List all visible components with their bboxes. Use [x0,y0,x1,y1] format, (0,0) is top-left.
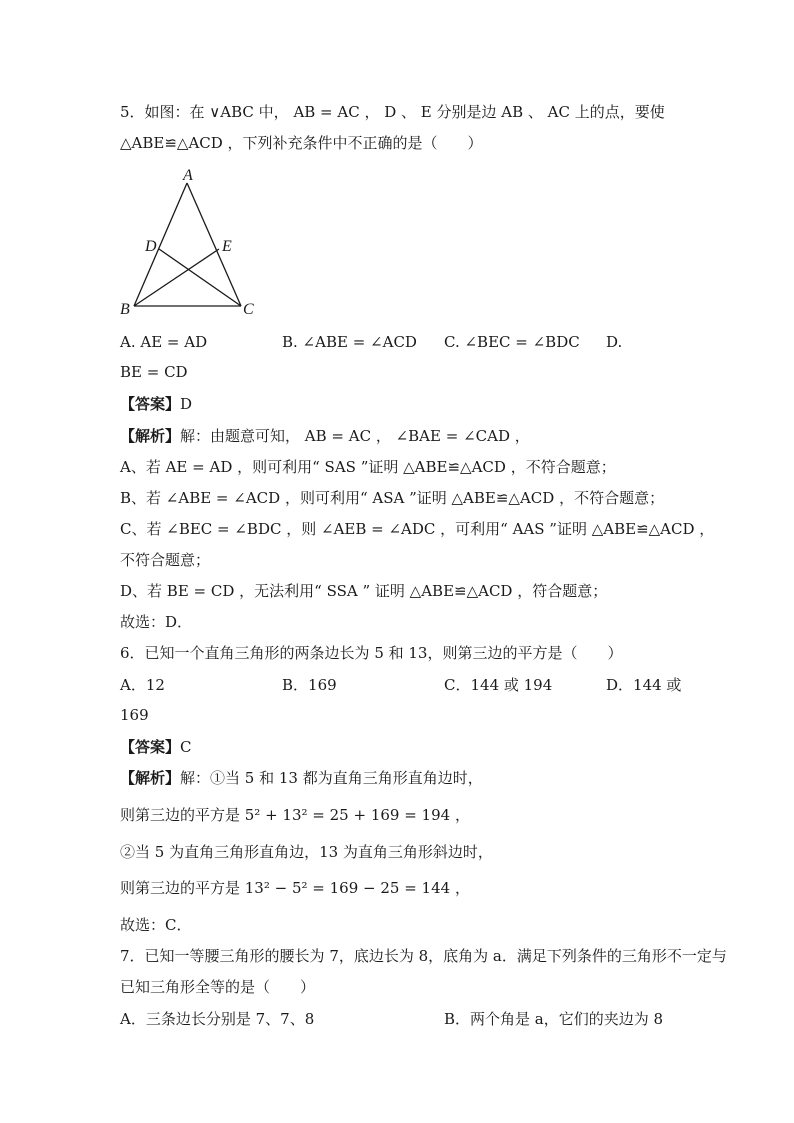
q6-option-a: A．12 [120,676,165,694]
label-d: D [145,238,157,255]
q7-stem-line2: 已知三角形全等的是（ ） [120,978,316,996]
q6-option-d-cont: 169 [120,706,149,724]
label-a: A [183,167,193,184]
q5-analysis-line [120,426,530,446]
q6-option-d: D．144 或 [606,676,682,694]
label-b: B [120,301,130,318]
label-c: C [243,301,254,318]
q5-analysis-line: B、若 ∠ABE = ∠ACD ，则可利用“ ASA ”证明 △ABE≌△ACD ，不符合题意； [120,489,665,507]
answer-value: C [180,738,192,756]
q5-stem-line2: △ABE≌△ACD ，下列补充条件中不正确的是（ ） [120,134,483,152]
q6-option-b: B．169 [282,676,337,694]
q7-stem-line1: 7．已知一等腰三角形的腰长为 7，底边长为 8，底角为 a．满足下列条件的三角形不一定与 [120,947,727,965]
triangle-figure [115,162,265,322]
q5-analysis-line: D、若 BE = CD ，无法利用“ SSA ” 证明 △ABE≌△ACD ，符合题意； [120,582,608,600]
q6-stem: 6．已知一个直角三角形的两条边长为 5 和 13，则第三边的平方是（ ） [120,644,623,662]
answer-tag: 【答案】 [120,738,181,756]
answer-tag: 【答案】 [120,395,181,413]
analysis-text: 解：①当 5 和 13 都为直角三角形直角边时， [180,769,483,787]
q6-answer [120,737,192,757]
q5-option-b: B. ∠ABE = ∠ACD [282,333,417,351]
analysis-tag: 【解析】 [120,769,181,787]
q5-option-c: C. ∠BEC = ∠BDC [444,333,580,351]
q5-analysis-line: A、若 AE = AD ，则可利用“ SAS ”证明 △ABE≌△ACD ，不符合题意； [120,458,616,476]
q7-option-b: B．两个角是 a，它们的夹边为 8 [444,1010,664,1028]
analysis-tag: 【解析】 [120,427,181,445]
analysis-text: 解：由题意可知， AB = AC ， ∠BAE = ∠CAD ， [180,427,530,445]
q5-option-d-cont: BE = CD [120,363,188,381]
label-e: E [222,238,232,255]
q5-stem-line1: 5．如图：在 ∨ABC 中， AB = AC ， D 、 E 分别是边 AB 、 AC 上的点，要使 [120,103,665,121]
answer-value: D [180,395,193,413]
q6-analysis-line: ②当 5 为直角三角形直角边，13 为直角三角形斜边时， [120,843,493,861]
q5-analysis-line: C、若 ∠BEC = ∠BDC ，则 ∠AEB = ∠ADC ，可利用“ AAS ”证明 △ABE≌△ACD ， [120,520,715,538]
q7-option-a: A．三条边长分别是 7、7、8 [120,1010,315,1028]
q5-analysis-line: 故选：D． [120,613,193,631]
q6-analysis-line [120,768,483,788]
q5-analysis-line: 不符合题意； [120,551,211,569]
q6-option-c: C．144 或 194 [444,676,553,694]
q5-option-d: D. [606,333,623,351]
q5-answer [120,394,192,414]
q6-analysis-line: 则第三边的平方是 5² + 13² = 25 + 169 = 194 ， [120,806,470,824]
q5-option-a: A. AE = AD [120,333,208,351]
q6-analysis-line: 则第三边的平方是 13² − 5² = 169 − 25 = 144 ， [120,879,470,897]
q6-analysis-line: 故选：C． [120,916,192,934]
